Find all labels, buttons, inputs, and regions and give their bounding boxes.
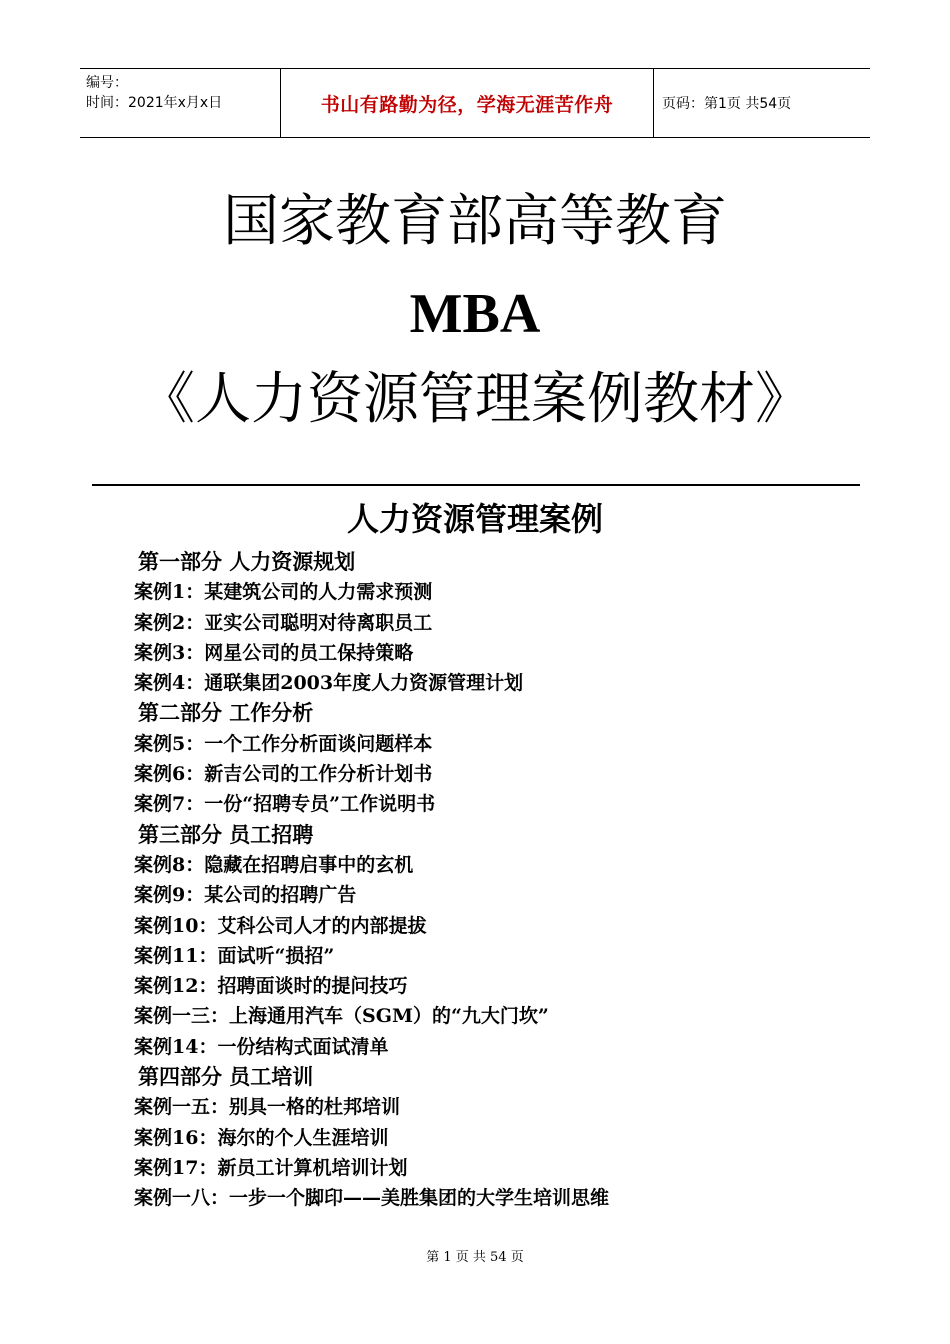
toc-part-heading: 第三部分 员工招聘 (138, 822, 314, 847)
toc-case-item: 案例一八：一步一个脚印——美胜集团的大学生培训思维 (134, 1187, 610, 1210)
title-line-3: 《人力资源管理案例教材》 (139, 367, 811, 432)
toc-case-item: 案例8：隐藏在招聘启事中的玄机 (134, 853, 414, 876)
toc-case-item: 案例1：某建筑公司的人力需求预测 (134, 581, 433, 604)
title-line-1: 国家教育部高等教育 (223, 189, 727, 254)
title-line-2: MBA (409, 283, 541, 345)
toc-case-item: 案例3：网星公司的员工保持策略 (134, 641, 414, 664)
toc-part-heading: 第四部分 员工培训 (138, 1065, 314, 1090)
page-info: 页码：第1页 共54页 (662, 96, 792, 112)
toc-case-item: 案例12：招聘面谈时的提问技巧 (134, 975, 408, 998)
toc-part-heading: 第一部分 人力资源规划 (138, 550, 356, 574)
toc-case-item: 案例16：海尔的个人生涯培训 (134, 1126, 389, 1149)
page-footer: 第 1 页 共 54 页 (426, 1250, 524, 1265)
toc-case-item: 案例一三：上海通用汽车（SGM）的“九大门坎” (134, 1005, 549, 1028)
toc-case-item: 案例10：艾科公司人才的内部提拔 (134, 914, 427, 937)
header-meta (80, 69, 280, 137)
toc-case-item: 案例5：一个工作分析面谈问题样本 (134, 732, 433, 755)
divider (92, 484, 860, 486)
header-page-cell (654, 69, 870, 137)
toc-case-item: 案例2：亚实公司聪明对待离职员工 (134, 611, 433, 634)
time-label: 时间：2021年x月x日 (86, 95, 223, 111)
document-header (80, 68, 870, 138)
toc-case-item: 案例17：新员工计算机培训计划 (134, 1156, 408, 1179)
toc-case-item: 案例7：一份“招聘专员”工作说明书 (134, 793, 436, 816)
toc-case-item: 案例4：通联集团2003年度人力资源管理计划 (134, 672, 524, 695)
toc-case-item: 案例6：新吉公司的工作分析计划书 (134, 763, 433, 786)
toc-case-item: 案例14：一份结构式面试清单 (134, 1035, 389, 1058)
toc-case-item: 案例一五：别具一格的杜邦培训 (134, 1096, 401, 1119)
header-motto-cell (280, 69, 654, 137)
motto: 书山有路勤为径，学海无涯苦作舟 (320, 93, 614, 116)
toc-part-heading: 第二部分 工作分析 (138, 701, 314, 726)
toc-case-item: 案例9：某公司的招聘广告 (134, 884, 357, 907)
number-label: 编号： (86, 75, 128, 91)
table-of-contents (134, 547, 874, 1214)
toc-case-item: 案例11：面试听“损招” (134, 944, 335, 967)
section-title: 人力资源管理案例 (346, 500, 603, 538)
